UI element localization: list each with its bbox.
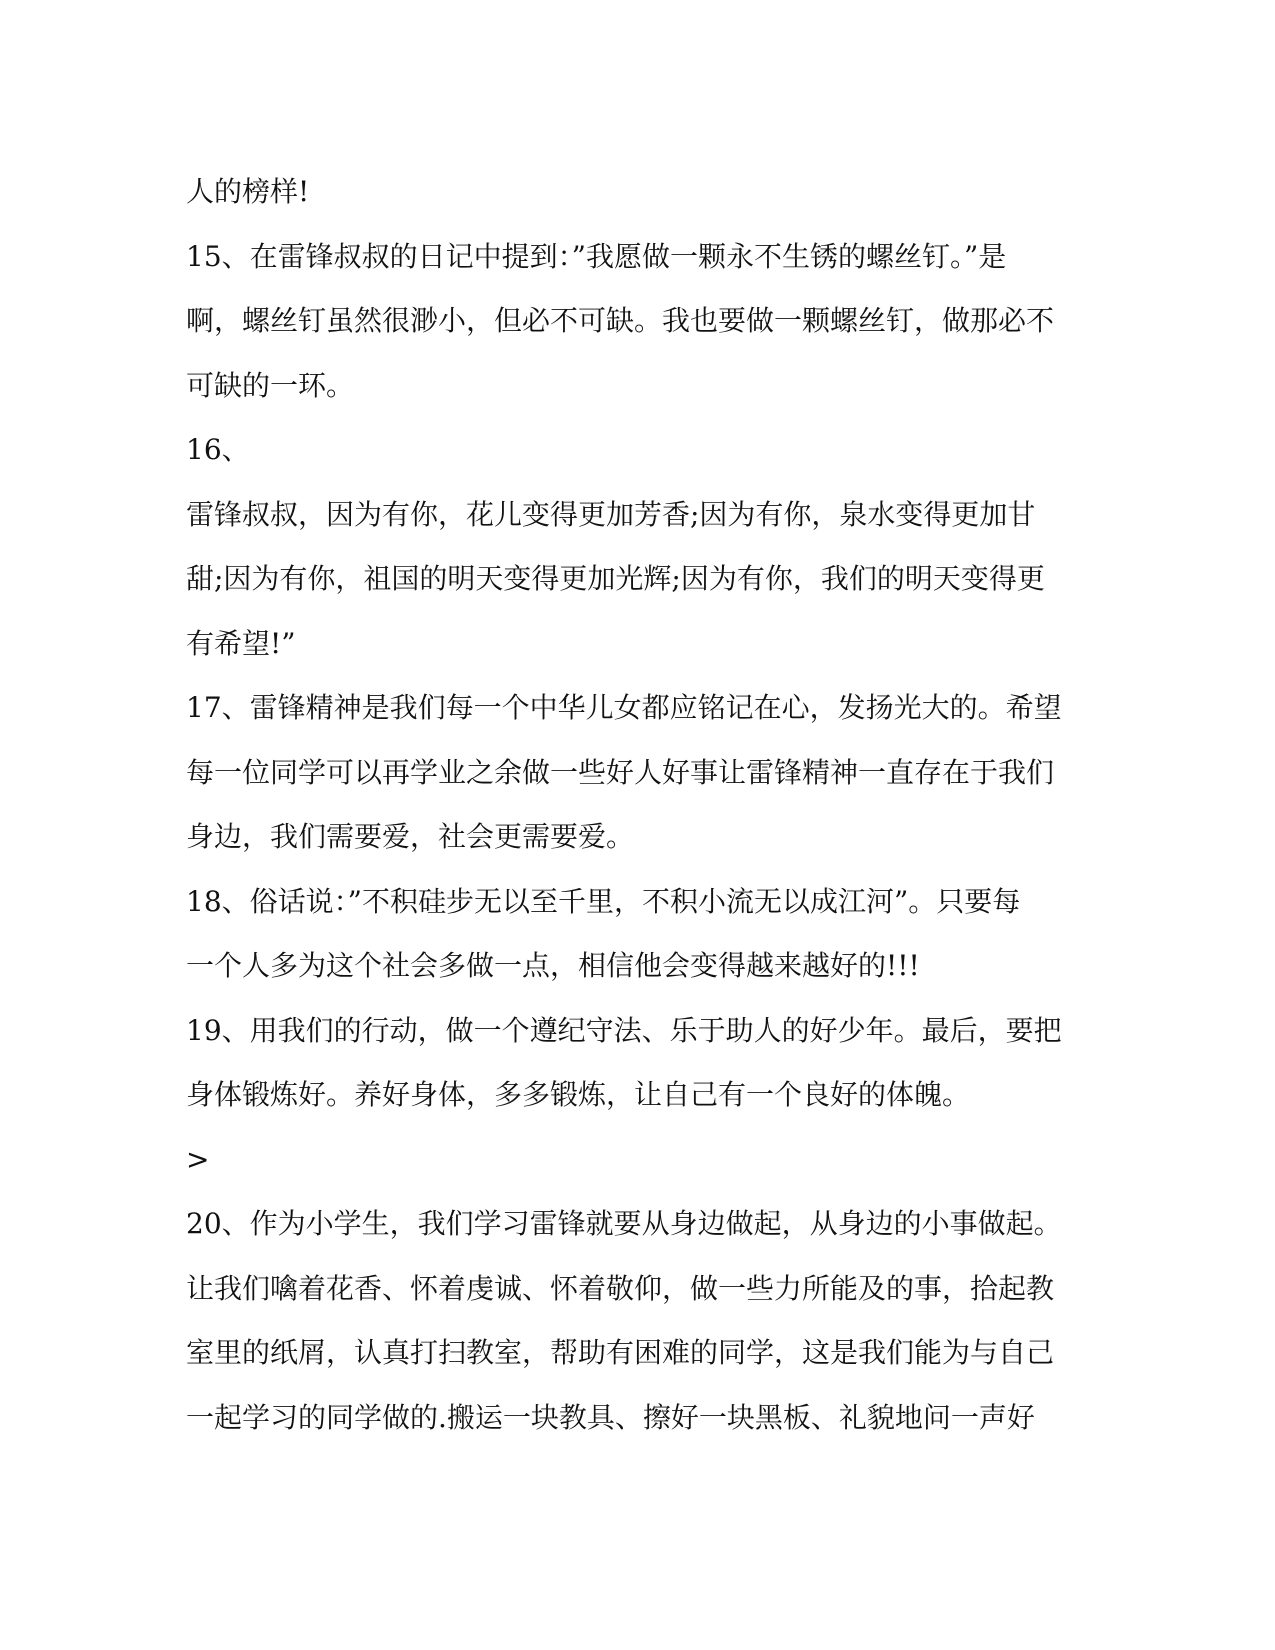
- text-line: 甜;因为有你，祖国的明天变得更加光辉;因为有你，我们的明天变得更: [186, 562, 1045, 595]
- text-line: 有希望!”: [186, 626, 296, 660]
- text-line: >: [186, 1142, 210, 1176]
- text-line: 身体锻炼好。养好身体，多多锻炼，让自己有一个良好的体魄。: [186, 1078, 971, 1111]
- text-line: 身边，我们需要爱，社会更需要爱。: [186, 820, 635, 853]
- document-body: [186, 160, 1086, 1450]
- text-line: 19、用我们的行动，做一个遵纪守法、乐于助人的好少年。最后，要把: [186, 1013, 1062, 1047]
- text-line: 16、: [186, 433, 250, 466]
- text-line: 一个人多为这个社会多做一点，相信他会变得越来越好的!!!: [186, 949, 920, 982]
- text-line: 可缺的一环。: [186, 368, 355, 402]
- text-line: 20、作为小学生，我们学习雷锋就要从身边做起，从身边的小事做起。: [186, 1207, 1062, 1240]
- text-line: 雷锋叔叔，因为有你，花儿变得更加芳香;因为有你，泉水变得更加甘: [186, 497, 1036, 531]
- text-line: 17、雷锋精神是我们每一个中华儿女都应铭记在心，发扬光大的。希望: [186, 691, 1062, 724]
- text-line: 室里的纸屑，认真打扫教室，帮助有困难的同学，这是我们能为与自己: [186, 1336, 1055, 1369]
- text-line: 一起学习的同学做的.搬运一块教具、擦好一块黑板、礼貌地问一声好: [186, 1400, 1035, 1434]
- text-line: 15、在雷锋叔叔的日记中提到：”我愿做一颗永不生锈的螺丝钉。”是: [186, 239, 1007, 273]
- text-line: 人的榜样!: [186, 175, 310, 208]
- text-line: 每一位同学可以再学业之余做一些好人好事让雷锋精神一直存在于我们: [186, 755, 1055, 789]
- text-line: 让我们噙着花香、怀着虔诚、怀着敬仰，做一些力所能及的事，拾起教: [186, 1271, 1055, 1305]
- text-line: 啊，螺丝钉虽然很渺小，但必不可缺。我也要做一颗螺丝钉，做那必不: [186, 304, 1055, 337]
- text-line: 18、俗话说：”不积硅步无以至千里，不积小流无以成江河”。只要每: [186, 884, 1021, 918]
